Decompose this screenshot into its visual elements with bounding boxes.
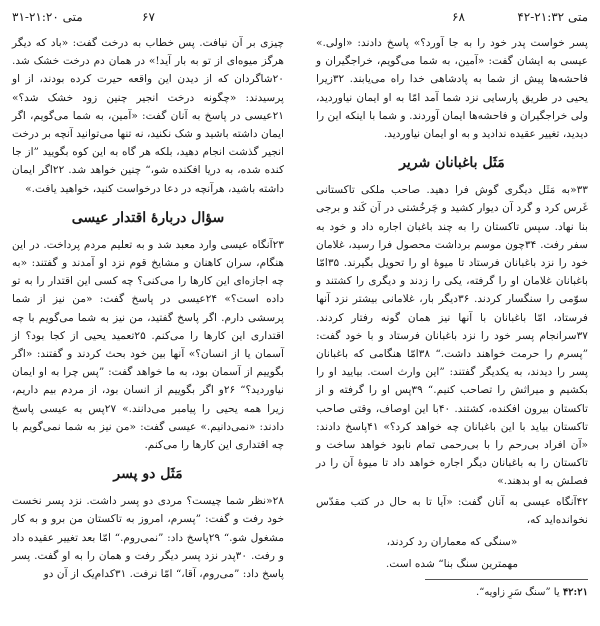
footnote-divider bbox=[425, 579, 588, 580]
footnote-reference: ۴۲:۲۱ bbox=[562, 587, 588, 599]
section-heading: مَثَل دو پسر bbox=[113, 466, 183, 483]
paragraph: چیزی بر آن نیافت. پس خطاب به درخت گفت: «باد که دیگر هرگز میوه‌ای از تو به بار آید!» در همان دم درخت خشک شد. ۲۰شاگردان که از دیدن این واقعه حیرت کرده بودند، از او پرسیدند: «چگونه درخت انجیر چنین زود خشک شد؟» ۲۱عیسی در پاسخ به آنان گفت: «آمین، به شما می‌گویم، اگر ایمان داشته باشید و شک نکنید، نه تنها می‌توانید آنچه بر درخت انجیر گذشت انجام دهید، بلکه هر گاه به این کوه بگویید ”از جا کنده شده، به دریا افکنده شو،“ چنین خواهد شد. ۲۲اگر ایمان داشته باشید، هرآنچه در دعا درخواست کنید، خواهید یافت.» bbox=[12, 37, 284, 195]
page-number-left: ۶۷ bbox=[142, 10, 155, 24]
paragraph: ۳۳«به مَثَل دیگری گوش فرا دهید. صاحب ملکی تاکستانی غَرس کرد و گرد آن دیوار کشید و چَرخُشتی در آن کَند و برجی بنا نهاد. سپس تاکستان را به چند باغبان اجاره داد و خود به سفر رفت. ۳۴چون موسم برداشت محصول فرا رسید، غلامان خود را نزد باغبانان فرستاد تا میوهٔ او را تحویل بگیرند. ۳۵امّا باغبانان غلامان او را گرفته، یکی را زدند و دیگری را کشتند و سوّمی را سنگسار کردند. ۳۶دیگر بار، غلامانی بیشتر نزد آنها فرستاد، امّا باغبانان با آنها نیز همان گونه رفتار کردند. ۳۷سرانجام پسر خود را نزد باغبانان فرستاد و با خود گفت: ”پسرم را حرمت خواهند داشت.“ ۳۸امّا هنگامی که باغبانان پسر را دیدند، به یکدیگر گفتند: ”این وارث است. بیایید او را بکشیم و میراثش را تصاحب کنیم.“ ۳۹پس او را گرفته و از تاکستان بیرون افکنده، کشتند. ۴۰با این اوصاف، وقتی صاحب تاکستان بیاید با این باغبانان چه خواهد کرد؟» ۴۱پاسخ دادند: «آن افراد بی‌رحم را با بی‌رحمی تمام نابود خواهد ساخت و تاکستان را به باغبانان دیگر اجاره خواهد داد تا میوهٔ آن را در فصلش به او بدهند.» bbox=[316, 184, 589, 488]
section-heading: سؤال دربارهٔ اقتدار عیسی bbox=[71, 209, 225, 226]
page-number-right: ۶۸ bbox=[452, 10, 465, 24]
scripture-quote-line: «سنگی که معماران رد کردند، bbox=[386, 536, 518, 549]
paragraph: ۲۳آنگاه عیسی وارد معبد شد و به تعلیم مردم پرداخت. در این هنگام، سران کاهنان و مشایخ قوم نزد او آمدند و گفتند: «به چه اجازه‌ای این کارها را می‌کنی؟ چه کسی این اقتدار را به تو داده است؟» ۲۴عیسی در پاسخ گفت: «من نیز از شما پرسشی دارم. اگر پاسخ گفتید، من نیز به شما می‌گویم با چه اقتداری این کارها را می‌کنم. ۲۵تعمید یحیی از کجا بود؟ از آسمان یا از انسان؟» آنها بین خود بحث کردند و گفتند: «اگر بگوییم از آسمان بود، به ما خواهد گفت: ”پس چرا به او ایمان نیاوردید؟“ ۲۶و اگر بگوییم از انسان بود، از مردم بیم داریم، زیرا همه یحیی را پیامبر می‌دانند.» ۲۷پس به عیسی پاسخ دادند: «نمی‌دانیم.» عیسی گفت: «من نیز به شما نمی‌گویم با چه اقتداری این کارها را می‌کنم. bbox=[12, 238, 285, 452]
page-header-left-ref: متی ۲۱:۲۰-۳۱ bbox=[12, 10, 83, 24]
right-text-column bbox=[316, 34, 588, 603]
footnote bbox=[316, 584, 588, 602]
scripture-quote-line: مهمترین سنگ بنا“ شده است. bbox=[385, 558, 519, 571]
paragraph: ۴۲آنگاه عیسی به آنان گفت: «آیا تا به حال در کتب مقدّس نخوانده‌اید که، bbox=[316, 495, 588, 526]
paragraph: ۲۸«نظر شما چیست؟ مردی دو پسر داشت. نزد پسر نخست خود رفت و گفت: ”پسرم، امروز به تاکستان من برو و به کار مشغول شو.“ ۲۹پاسخ داد: ”نمی‌روم.“ امّا بعد تغییر عقیده داد و رفت. ۳۰پدر نزد پسر دیگر رفت و همان را به او گفت. پسر پاسخ داد: ”می‌روم، آقا،“ امّا نرفت. ۳۱کدام‌یک از آن دو bbox=[12, 495, 284, 581]
paragraph: پسر خواست پدر خود را به جا آورد؟» پاسخ دادند: «اولی.» عیسی به ایشان گفت: «آمین، به شما می‌گویم، خراجگیران و فاحشه‌ها پیش از شما به پادشاهی خدا راه می‌یابند. ۳۲زیرا یحیی در طریق پارسایی نزد شما آمد امّا به او ایمان نیاوردید، ولی خراجگیران و فاحشه‌ها ایمان آوردند. و شما با اینکه این را دیدید، تغییر عقیده ندادید و به او ایمان نیاوردید. bbox=[316, 37, 588, 141]
section-heading: مَثَل باغبانان شریر bbox=[399, 155, 505, 172]
page-header-right-ref: متی ۲۱:۳۲-۴۲ bbox=[517, 10, 588, 24]
footnote-text: یا ”سنگ سَرِ زاویه“. bbox=[476, 587, 560, 599]
left-text-column bbox=[12, 34, 284, 583]
